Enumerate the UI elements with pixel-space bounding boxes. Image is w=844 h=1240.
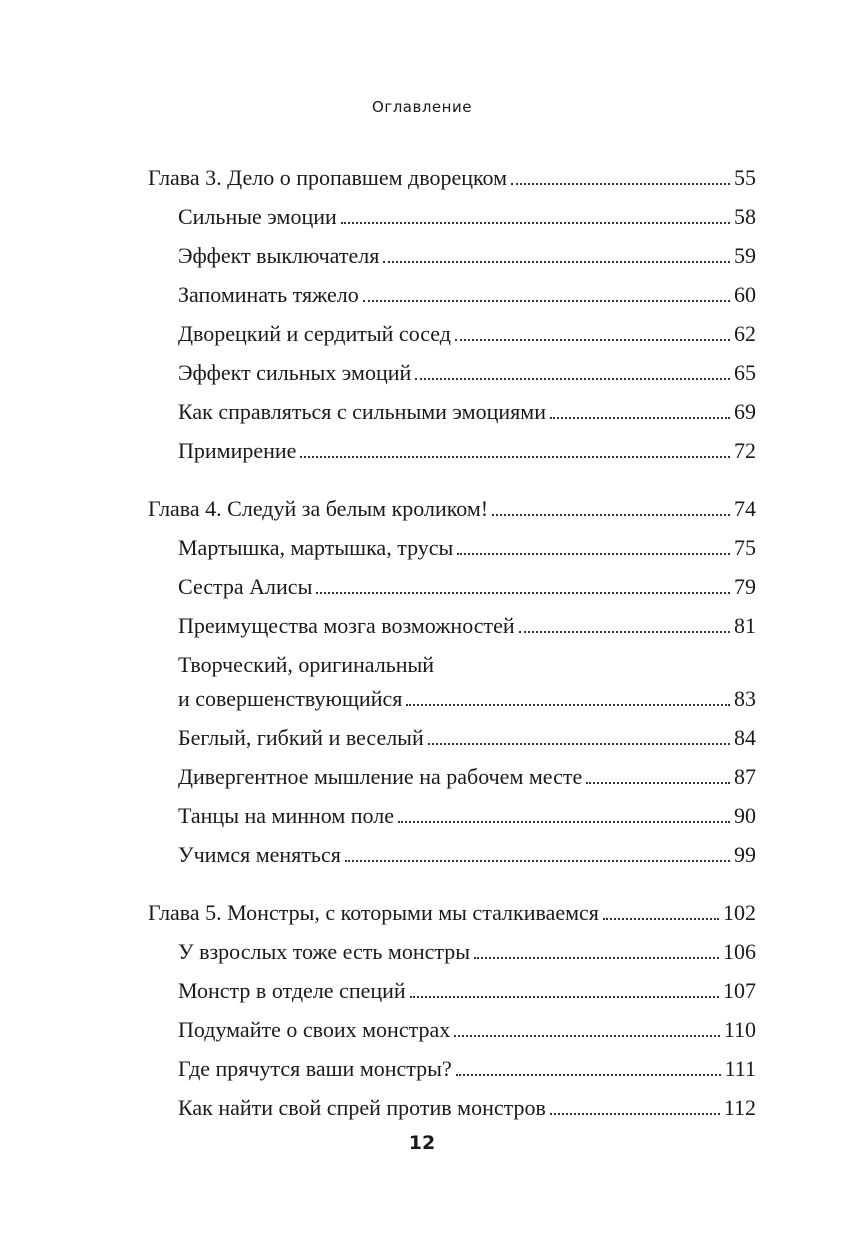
dot-leader <box>398 821 730 823</box>
toc-section-entry[interactable] <box>148 639 756 712</box>
dot-leader <box>300 456 730 458</box>
page-number: 59 <box>734 243 756 268</box>
toc-section-entry[interactable] <box>148 751 756 790</box>
dot-leader <box>457 553 730 555</box>
dot-leader <box>603 918 719 920</box>
page-number: 90 <box>734 803 756 828</box>
page-number: 62 <box>734 321 756 346</box>
section-title: Учимся меняться <box>178 842 341 867</box>
page-number: 106 <box>723 939 756 964</box>
toc-section-entry[interactable] <box>148 1043 756 1082</box>
page-number: 74 <box>734 496 756 521</box>
dot-leader <box>406 704 730 706</box>
section-title: Монстр в отделе специй <box>178 978 406 1003</box>
toc-section-entry[interactable] <box>148 308 756 347</box>
section-title: Запоминать тяжело <box>178 282 359 307</box>
dot-leader <box>341 222 730 224</box>
section-title: Эффект сильных эмоций <box>178 360 412 385</box>
table-of-contents <box>148 152 756 1121</box>
dot-leader <box>428 743 730 745</box>
section-title: Сильные эмоции <box>178 204 337 229</box>
dot-leader <box>316 592 730 594</box>
toc-chapter-entry[interactable] <box>148 887 756 926</box>
section-title: Танцы на минном поле <box>178 803 394 828</box>
dot-leader <box>345 860 730 862</box>
page-number: 79 <box>734 574 756 599</box>
dot-leader <box>455 339 730 341</box>
page-number: 60 <box>734 282 756 307</box>
dot-leader <box>474 957 719 959</box>
dot-leader <box>363 300 730 302</box>
dot-leader <box>454 1035 720 1037</box>
page-number: 55 <box>734 165 756 190</box>
toc-section-entry[interactable] <box>148 191 756 230</box>
toc-section-entry[interactable] <box>148 790 756 829</box>
section-title: Подумайте о своих монстрах <box>178 1017 451 1042</box>
section-title: Дворецкий и сердитый сосед <box>178 321 451 346</box>
dot-leader <box>550 1113 720 1115</box>
running-head: Оглавление <box>372 98 472 116</box>
page-number: 107 <box>723 978 756 1003</box>
page-number: 84 <box>734 725 756 750</box>
toc-section-entry[interactable] <box>148 522 756 561</box>
chapter-title: Глава 4. Следуй за белым кроликом! <box>148 496 489 521</box>
section-title: Как справляться с сильными эмоциями <box>178 399 546 424</box>
toc-section-entry[interactable] <box>148 1004 756 1043</box>
toc-section-entry[interactable] <box>148 829 756 868</box>
page-number: 81 <box>734 613 756 638</box>
toc-section-entry[interactable] <box>148 712 756 751</box>
dot-leader <box>550 417 730 419</box>
dot-leader <box>492 514 730 516</box>
chapter-title: Глава 3. Дело о пропавшем дворецком <box>148 165 508 190</box>
section-title: Как найти свой спрей против монстров <box>178 1095 546 1120</box>
section-title: Сестра Алисы <box>178 574 313 599</box>
toc-section-entry[interactable] <box>148 965 756 1004</box>
dot-leader <box>383 261 730 263</box>
dot-leader <box>410 996 719 998</box>
dot-leader <box>456 1074 721 1076</box>
page-number: 72 <box>734 438 756 463</box>
section-title: Эффект выключателя <box>178 243 380 268</box>
section-title: Преимущества мозга возможностей <box>178 613 515 638</box>
toc-section-entry[interactable] <box>148 230 756 269</box>
chapter-title: Глава 5. Монстры, с которыми мы сталкиваемся <box>148 900 599 925</box>
page-folio: 12 <box>408 1132 436 1154</box>
section-title: Мартышка, мартышка, трусы <box>178 535 454 560</box>
page-number: 111 <box>724 1056 756 1081</box>
section-title-line-1: Творческий, оригинальный <box>178 652 435 677</box>
page-number: 99 <box>734 842 756 867</box>
page-number: 65 <box>734 360 756 385</box>
toc-chapter-entry[interactable] <box>148 152 756 191</box>
page-number: 87 <box>734 764 756 789</box>
page-number: 102 <box>723 900 756 925</box>
page-number: 75 <box>734 535 756 560</box>
toc-section-entry[interactable] <box>148 269 756 308</box>
toc-chapter-entry[interactable] <box>148 483 756 522</box>
section-title-line-2: и совершенствующийся <box>178 686 403 711</box>
dot-leader <box>511 183 730 185</box>
page-number: 83 <box>734 686 756 711</box>
dot-leader <box>415 378 730 380</box>
section-title: Беглый, гибкий и веселый <box>178 725 424 750</box>
page-number: 69 <box>734 399 756 424</box>
section-title: Дивергентное мышление на рабочем месте <box>178 764 583 789</box>
toc-section-entry[interactable] <box>148 1082 756 1121</box>
section-title: Примирение <box>178 438 297 463</box>
page-number: 110 <box>723 1017 756 1042</box>
page-number: 112 <box>723 1095 756 1120</box>
toc-section-entry[interactable] <box>148 386 756 425</box>
toc-section-entry[interactable] <box>148 347 756 386</box>
toc-section-entry[interactable] <box>148 425 756 464</box>
dot-leader <box>586 782 730 784</box>
toc-section-entry[interactable] <box>148 600 756 639</box>
toc-section-entry[interactable] <box>148 926 756 965</box>
toc-section-entry[interactable] <box>148 561 756 600</box>
section-title: Где прячутся ваши монстры? <box>178 1056 452 1081</box>
dot-leader <box>519 631 730 633</box>
section-title: У взрослых тоже есть монстры <box>178 939 471 964</box>
page-number: 58 <box>734 204 756 229</box>
